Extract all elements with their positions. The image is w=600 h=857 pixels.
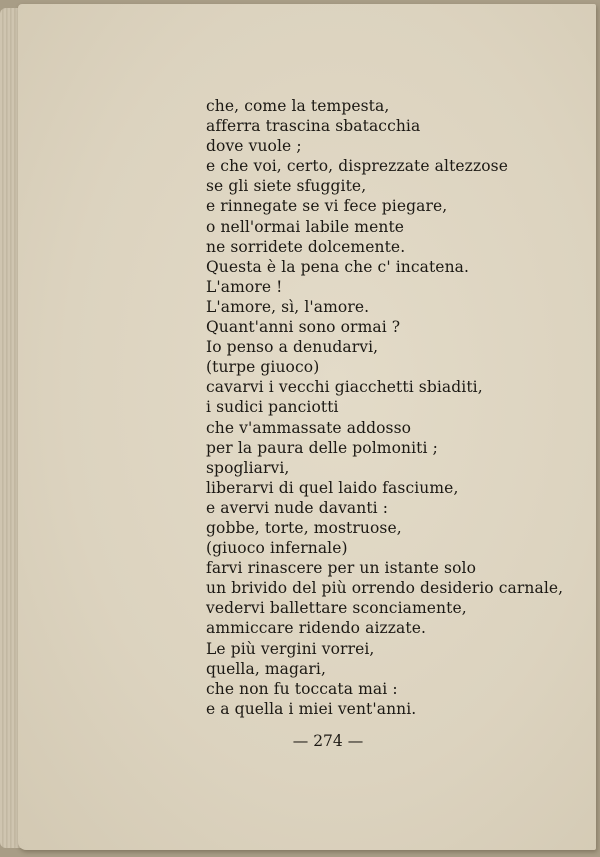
poem-line: e che voi, certo, disprezzate altezzose — [206, 157, 508, 176]
poem-line: o nell'ormai labile mente — [206, 217, 405, 236]
poem-line: Le più vergini vorrei, — [206, 639, 375, 658]
book-page — [18, 4, 596, 850]
poem-line: per la paura delle polmoniti ; — [206, 438, 438, 457]
page-number: — 274 — — [292, 732, 364, 750]
poem-line: i sudici panciotti — [206, 398, 339, 417]
poem-line: Io penso a denudarvi, — [206, 338, 379, 357]
poem-line: e rinnegate se vi fece piegare, — [206, 197, 448, 216]
poem-line: farvi rinascere per un istante solo — [206, 559, 477, 578]
poem-line: Questa è la pena che c' incatena. — [206, 257, 470, 276]
poem-line: liberarvi di quel laido fasciume, — [206, 478, 459, 497]
poem-line: un brivido del più orrendo desiderio carnale, — [206, 579, 564, 598]
poem-line: (turpe giuoco) — [206, 358, 320, 377]
poem-line: L'amore, sì, l'amore. — [206, 297, 370, 316]
poem-line: dove vuole ; — [206, 137, 302, 156]
poem-line: gobbe, torte, mostruose, — [206, 518, 402, 537]
poem-line: (giuoco infernale) — [206, 539, 348, 558]
poem-line: afferra trascina sbatacchia — [206, 117, 421, 136]
poem-line: vedervi ballettare sconciamente, — [206, 599, 467, 618]
poem-text — [206, 96, 600, 719]
poem-line: e a quella i miei vent'anni. — [206, 699, 417, 718]
poem-line: ammiccare ridendo aizzate. — [206, 619, 427, 638]
poem-line: e avervi nude davanti : — [206, 498, 389, 517]
poem-line: L'amore ! — [206, 277, 283, 296]
poem-line: che, come la tempesta, — [206, 97, 390, 115]
poem-line: spogliarvi, — [206, 458, 290, 477]
poem-line: quella, magari, — [206, 659, 326, 678]
poem-line: cavarvi i vecchi giacchetti sbiaditi, — [206, 378, 483, 397]
poem-line: Quant'anni sono ormai ? — [206, 318, 401, 337]
poem-line: se gli siete sfuggite, — [206, 177, 367, 196]
poem-line: che v'ammassate addosso — [206, 418, 412, 437]
poem-line: ne sorridete dolcemente. — [206, 237, 406, 256]
poem-line: che non fu toccata mai : — [206, 679, 398, 698]
